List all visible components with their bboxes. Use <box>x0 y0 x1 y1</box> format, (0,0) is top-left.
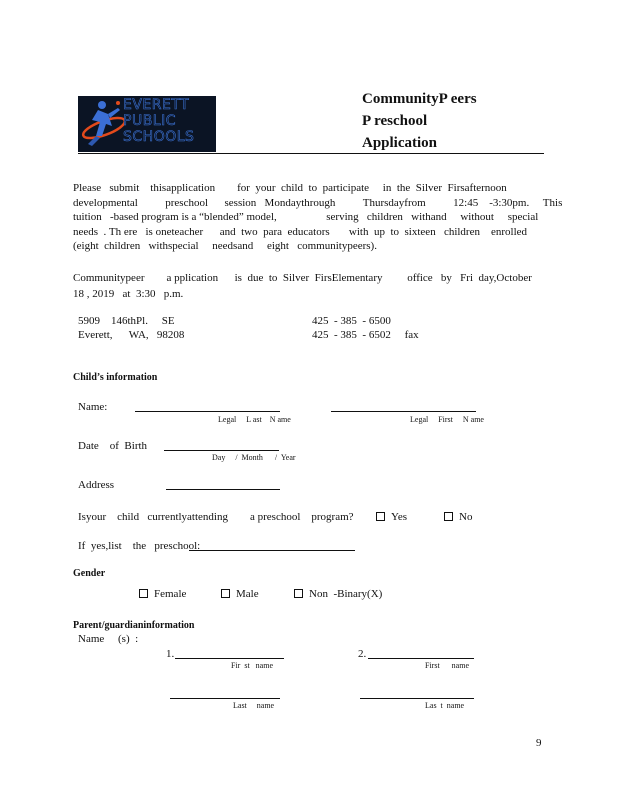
parent-1-number: 1. <box>166 648 175 660</box>
fax-number: 425 - 385 - 6502 fax <box>312 329 419 341</box>
due-line: Communitypeer a pplication is due to Silver FirsElementary office by Fri day,October <box>73 272 532 284</box>
parent-2-first-name-field[interactable] <box>368 658 474 659</box>
parent-1-first-name-hint: Fir st name <box>231 661 273 670</box>
intro-line: (eight children withspecial needsand eight communitypeers). <box>73 240 377 253</box>
parent-2-number: 2. <box>358 648 367 660</box>
male-label: Male <box>236 588 259 600</box>
parent-name-label: Name (s) : <box>78 633 139 645</box>
legal-first-name-field[interactable] <box>331 411 476 412</box>
checkbox-icon[interactable] <box>444 512 453 521</box>
parent-2-last-name-hint: Las t name <box>425 701 465 710</box>
title-line-3: Application <box>362 135 438 151</box>
due-line: 18 , 2019 at 3:30 p.m. <box>73 288 184 300</box>
child-info-heading: Child’s information <box>73 372 158 383</box>
parent-1-last-name-hint: Last name <box>233 701 275 710</box>
dob-field[interactable] <box>164 450 279 451</box>
parent-1-last-name-field[interactable] <box>170 698 280 699</box>
title-line-1: CommunityP eers <box>362 91 477 107</box>
parent-1-first-name-field[interactable] <box>175 658 284 659</box>
legal-last-name-hint: Legal L ast N ame <box>218 415 291 424</box>
header-rule <box>78 153 544 154</box>
address-city: Everett, WA, 98208 <box>78 329 185 341</box>
attending-yes-option[interactable] <box>376 510 407 524</box>
gender-heading: Gender <box>73 568 106 579</box>
yes-label: Yes <box>391 511 408 523</box>
no-label: No <box>459 511 473 523</box>
dob-label: Date of Birth <box>78 440 148 452</box>
gender-female-option[interactable] <box>139 587 186 601</box>
checkbox-icon[interactable] <box>139 589 148 598</box>
attending-question: Isyour child currentlyattending a preschool program? <box>78 511 354 523</box>
checkbox-icon[interactable] <box>376 512 385 521</box>
name-label: Name: <box>78 401 108 413</box>
school-address <box>78 314 184 342</box>
if-yes-label: If yes,list the preschool: <box>78 540 201 552</box>
checkbox-icon[interactable] <box>294 589 303 598</box>
phone-number: 425 - 385 - 6500 <box>312 315 391 327</box>
logo-line-2: PUBLIC <box>123 113 176 129</box>
logo-line-1: EVERETT <box>123 97 190 113</box>
intro-line: needs . Th ere is oneteacher and two para educators with up to sixteen children enrolled <box>73 225 528 238</box>
address-label: Address <box>78 479 115 491</box>
intro-line: tuition -based program is a “blended” model, serving children withand without special <box>73 211 539 224</box>
district-logo <box>78 96 216 152</box>
address-field[interactable] <box>166 489 280 490</box>
parent-info-heading: Parent/guardianinformation <box>73 620 195 631</box>
female-label: Female <box>154 588 187 600</box>
preschool-name-field[interactable] <box>189 550 355 551</box>
legal-last-name-field[interactable] <box>135 411 280 412</box>
school-phone <box>312 314 419 342</box>
intro-paragraph <box>73 181 562 254</box>
gender-nonbinary-option[interactable] <box>294 587 382 601</box>
checkbox-icon[interactable] <box>221 589 230 598</box>
logo-line-3: SCHOOLS <box>123 129 195 145</box>
address-street: 5909 146thPl. SE <box>78 315 175 327</box>
legal-first-name-hint: Legal First N ame <box>410 415 484 424</box>
intro-line: developmental preschool session Mondaythrough Thursdayfrom 12:45 -3:30pm. This <box>73 196 563 209</box>
parent-2-first-name-hint: First name <box>425 661 469 670</box>
due-paragraph <box>73 270 532 302</box>
nonbinary-label: Non -Binary(X) <box>309 588 383 600</box>
title-line-2: P reschool <box>362 113 428 129</box>
intro-line: Please submit thisapplication for your child to participate in the Silver Firsafternoon <box>73 182 507 194</box>
dob-hint: Day / Month / Year <box>212 453 296 462</box>
form-title <box>362 88 477 154</box>
attending-no-option[interactable] <box>444 510 472 524</box>
parent-2-last-name-field[interactable] <box>360 698 474 699</box>
gender-male-option[interactable] <box>221 587 259 601</box>
page-number: 9 <box>536 737 542 749</box>
